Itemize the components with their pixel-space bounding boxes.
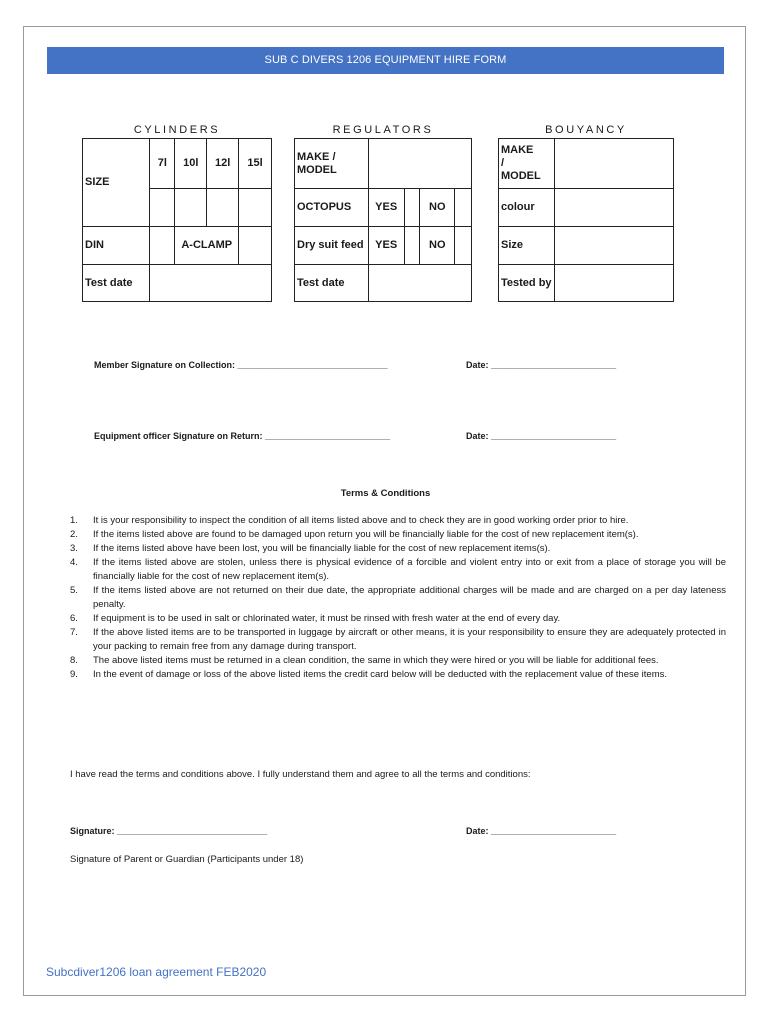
- dry-suit-no-label: NO: [420, 227, 455, 265]
- term-item: [71, 556, 726, 584]
- aclamp-label: A-CLAMP: [175, 227, 239, 265]
- cylinders-heading: CYLINDERS: [133, 124, 221, 136]
- term-text: If the items listed above are found to be damaged upon return you will be financially liable for the cost of new replacement item(s).: [93, 529, 639, 540]
- term-item: [71, 584, 726, 612]
- term-text: If the items listed above have been lost, you will be financially liable for the cost of new replacement items(s).: [93, 543, 551, 554]
- octopus-no-label: NO: [420, 189, 455, 227]
- aclamp-cell[interactable]: [239, 227, 272, 265]
- tested-by-label: Tested by: [499, 265, 555, 302]
- term-item: [71, 668, 726, 682]
- size-10l: 10l: [175, 139, 207, 189]
- size-12l: 12l: [207, 139, 239, 189]
- term-number: 6.: [70, 613, 78, 624]
- terms-list: [71, 514, 726, 682]
- bcd-make-model-label: MAKE / MODEL: [499, 139, 555, 189]
- cylinder-test-date-field[interactable]: [150, 265, 272, 302]
- dry-suit-feed-label: Dry suit feed: [295, 227, 369, 265]
- octopus-yes-box[interactable]: [404, 189, 420, 227]
- term-item: [71, 542, 726, 556]
- bouyancy-heading: BOUYANCY: [545, 124, 627, 136]
- term-number: 3.: [70, 543, 78, 554]
- reg-make-model-label: MAKE / MODEL: [295, 139, 369, 189]
- collection-date[interactable]: Date: _________________________: [466, 360, 617, 370]
- dry-suit-no-box[interactable]: [455, 227, 472, 265]
- regulators-heading: REGULATORS: [332, 124, 434, 136]
- size-10l-cell[interactable]: [175, 189, 207, 227]
- term-item: [71, 654, 726, 668]
- reg-make-model-field[interactable]: [368, 139, 471, 189]
- term-item: [71, 612, 726, 626]
- form-page: [23, 26, 746, 996]
- term-text: If the above listed items are to be transported in luggage by aircraft or other means, it is your responsibility to ensure they are adequately protected in your packing to remain free from any damage during transport.: [93, 627, 726, 652]
- bcd-size-label: Size: [499, 227, 555, 265]
- term-text: If the items listed above are stolen, unless there is physical evidence of a forcible and violent entry into or exit from a place of storage you will be financially liable for the cost of new replacement item(s).: [93, 557, 726, 582]
- din-cell[interactable]: [150, 227, 175, 265]
- term-text: In the event of damage or loss of the above listed items the credit card below will be deducted with the replacement value of these items.: [93, 669, 668, 680]
- term-number: 2.: [70, 529, 78, 540]
- term-number: 1.: [70, 515, 78, 526]
- term-text: If the items listed above are not returned on their due date, the appropriate additional charges will be made and are charged on a per day lateness penalty.: [93, 585, 726, 610]
- tested-by-field[interactable]: [554, 265, 673, 302]
- participant-signature-date[interactable]: Date: _________________________: [466, 826, 617, 836]
- cylinders-table: [82, 138, 272, 302]
- form-title-banner: SUB C DIVERS 1206 EQUIPMENT HIRE FORM: [47, 47, 724, 74]
- term-number: 4.: [70, 557, 78, 568]
- reg-test-date-label: Test date: [295, 265, 369, 302]
- agreement-statement: I have read the terms and conditions above. I fully understand them and agree to all the terms and conditions:: [70, 769, 531, 780]
- member-collection-signature[interactable]: Member Signature on Collection: ______________________________: [94, 360, 388, 370]
- dry-suit-yes-box[interactable]: [404, 227, 420, 265]
- dry-suit-yes-label: YES: [368, 227, 404, 265]
- reg-test-date-field[interactable]: [368, 265, 471, 302]
- term-item: [71, 626, 726, 654]
- term-text: It is your responsibility to inspect the condition of all items listed above and to check they are in good working order prior to hire.: [93, 515, 629, 526]
- bcd-size-field[interactable]: [554, 227, 673, 265]
- terms-title: Terms & Conditions: [340, 488, 431, 499]
- term-number: 8.: [70, 655, 78, 666]
- participant-signature[interactable]: Signature: ______________________________: [70, 826, 268, 836]
- term-item: [71, 514, 726, 528]
- regulators-table: [294, 138, 472, 302]
- octopus-label: OCTOPUS: [295, 189, 369, 227]
- colour-label: colour: [499, 189, 555, 227]
- document-footer: Subcdiver1206 loan agreement FEB2020: [46, 965, 267, 979]
- size-15l-cell[interactable]: [239, 189, 272, 227]
- bouyancy-table: [498, 138, 674, 302]
- din-label: DIN: [83, 227, 150, 265]
- officer-return-signature[interactable]: Equipment officer Signature on Return: _________________________: [94, 431, 391, 441]
- term-text: The above listed items must be returned in a clean condition, the same in which they were hired or you will be liable for additional fees.: [93, 655, 659, 666]
- size-label: SIZE: [83, 139, 150, 227]
- term-number: 7.: [70, 627, 78, 638]
- term-number: 9.: [70, 669, 78, 680]
- term-number: 5.: [70, 585, 78, 596]
- term-text: If equipment is to be used in salt or chlorinated water, it must be rinsed with fresh water at the end of every day.: [93, 613, 561, 624]
- size-15l: 15l: [239, 139, 272, 189]
- colour-field[interactable]: [554, 189, 673, 227]
- term-item: [71, 528, 726, 542]
- return-date[interactable]: Date: _________________________: [466, 431, 617, 441]
- octopus-yes-label: YES: [368, 189, 404, 227]
- guardian-signature-label: Signature of Parent or Guardian (Participants under 18): [70, 854, 304, 865]
- size-7l: 7l: [150, 139, 175, 189]
- size-12l-cell[interactable]: [207, 189, 239, 227]
- bcd-make-model-field[interactable]: [554, 139, 673, 189]
- size-7l-cell[interactable]: [150, 189, 175, 227]
- octopus-no-box[interactable]: [455, 189, 472, 227]
- cylinder-test-date-label: Test date: [83, 265, 150, 302]
